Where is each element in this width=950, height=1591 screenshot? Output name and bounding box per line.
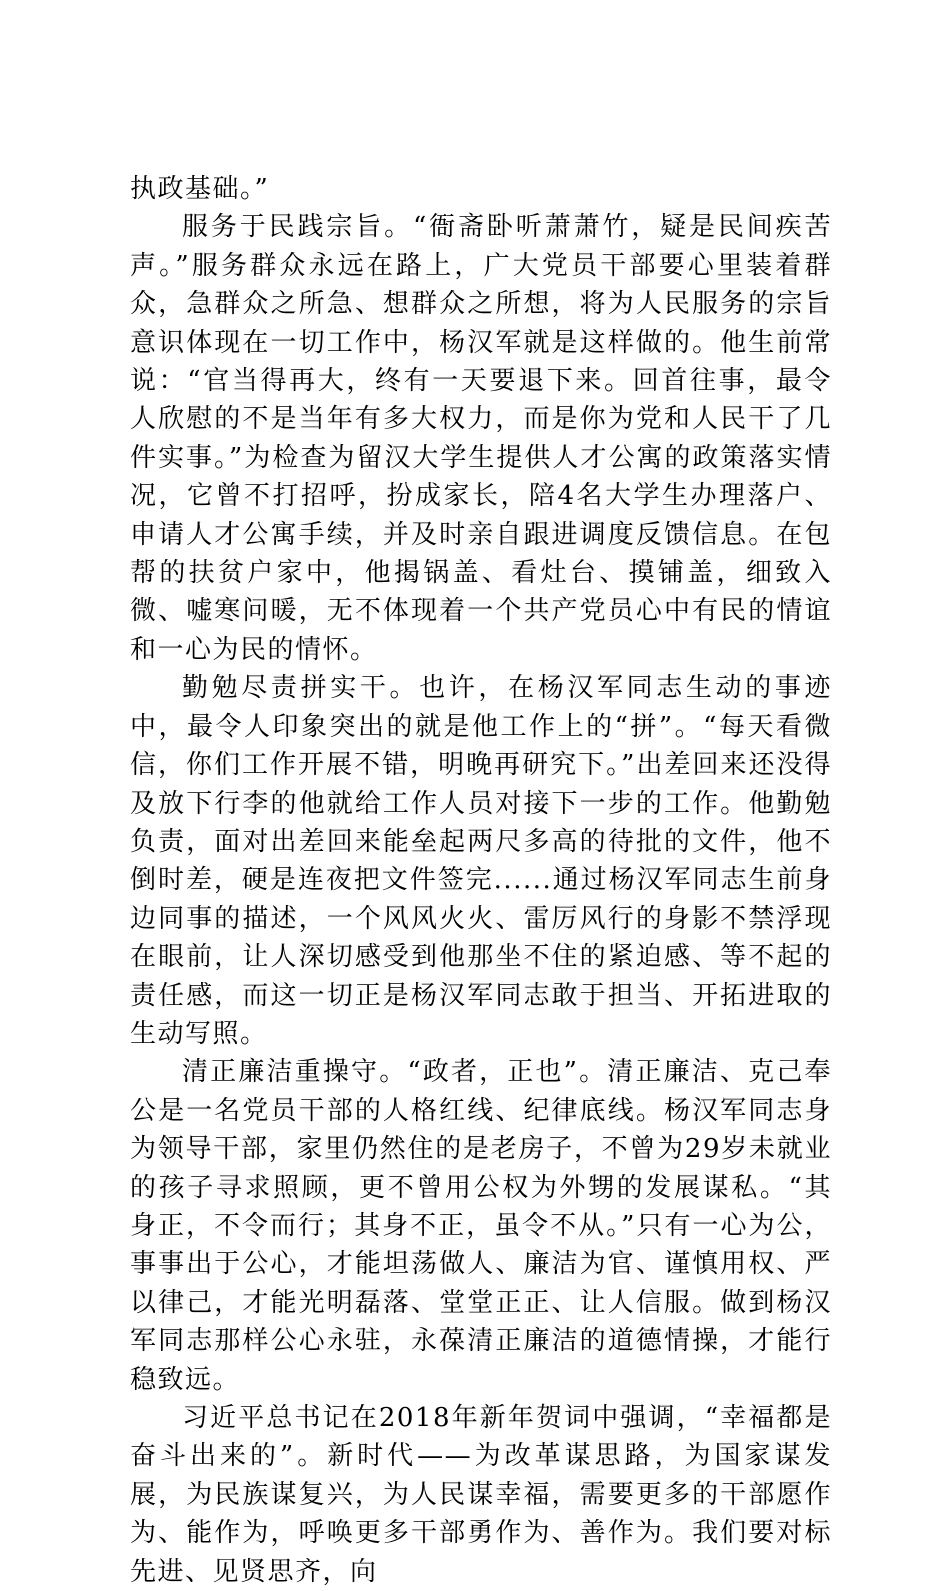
paragraph-diligence: 勤勉尽责拼实干。也许，在杨汉军同志生动的事迹中，最令人印象突出的就是他工作上的“拼”。“每天看微信，你们工作开展不错，明晚再研究下。”出差回来还没得及放下行李的他就给工作人员对接下一步的工作。他勤勉负责，面对出差回来能垒起两尺多高的待批的文件，他不倒时差，硬是连夜把文件签完......通过杨汉军同志生前身边同事的描述，一个风风火火、雷厉风行的身影不禁浮现在眼前，让人深切感受到他那坐不住的紧迫感、等不起的责任感，而这一切正是杨汉军同志敢于担当、开拓进取的生动写照。 <box>130 673 832 1049</box>
paragraph-continuation: 执政基础。” <box>130 174 270 204</box>
document-body <box>130 170 832 1591</box>
paragraph-integrity: 清正廉洁重操守。“政者，正也”。清正廉洁、克己奉公是一名党员干部的人格红线、纪律底线。杨汉军同志身为领导干部，家里仍然住的是老房子，不曾为29岁未就业的孩子寻求照顾，更不曾用公权为外甥的发展谋私。“其身正，不令而行；其身不正，虽令不从。”只有一心为公，事事出于公心，才能坦荡做人、廉洁为官、谨慎用权、严以律己，才能光明磊落、堂堂正正、让人信服。做到杨汉军同志那样公心永驻，永葆清正廉洁的道德情操，才能行稳致远。 <box>130 1057 832 1395</box>
paragraph-new-year-speech: 习近平总书记在2018年新年贺词中强调，“幸福都是奋斗出来的”。新时代——为改革谋思路，为国家谋发展，为民族谋复兴，为人民谋幸福，需要更多的干部愿作为、能作为，呼唤更多干部勇作为、善作为。我们要对标先进、见贤思齐，向 <box>130 1403 832 1587</box>
paragraph-serve-people: 服务于民践宗旨。“衙斋卧听萧萧竹，疑是民间疾苦声。”服务群众永远在路上，广大党员干部要心里装着群众，急群众之所急、想群众之所想，将为人民服务的宗旨意识体现在一切工作中，杨汉军就是这样做的。他生前常说：“官当得再大，终有一天要退下来。回首往事，最令人欣慰的不是当年有多大权力，而是你为党和人民干了几件实事。”为检查为留汉大学生提供人才公寓的政策落实情况，它曾不打招呼，扮成家长，陪4名大学生办理落户、申请人才公寓手续，并及时亲自跟进调度反馈信息。在包帮的扶贫户家中，他揭锅盖、看灶台、摸铺盖，细致入微、嘘寒问暖，无不体现着一个共产党员心中有民的情谊和一心为民的情怀。 <box>130 212 832 665</box>
